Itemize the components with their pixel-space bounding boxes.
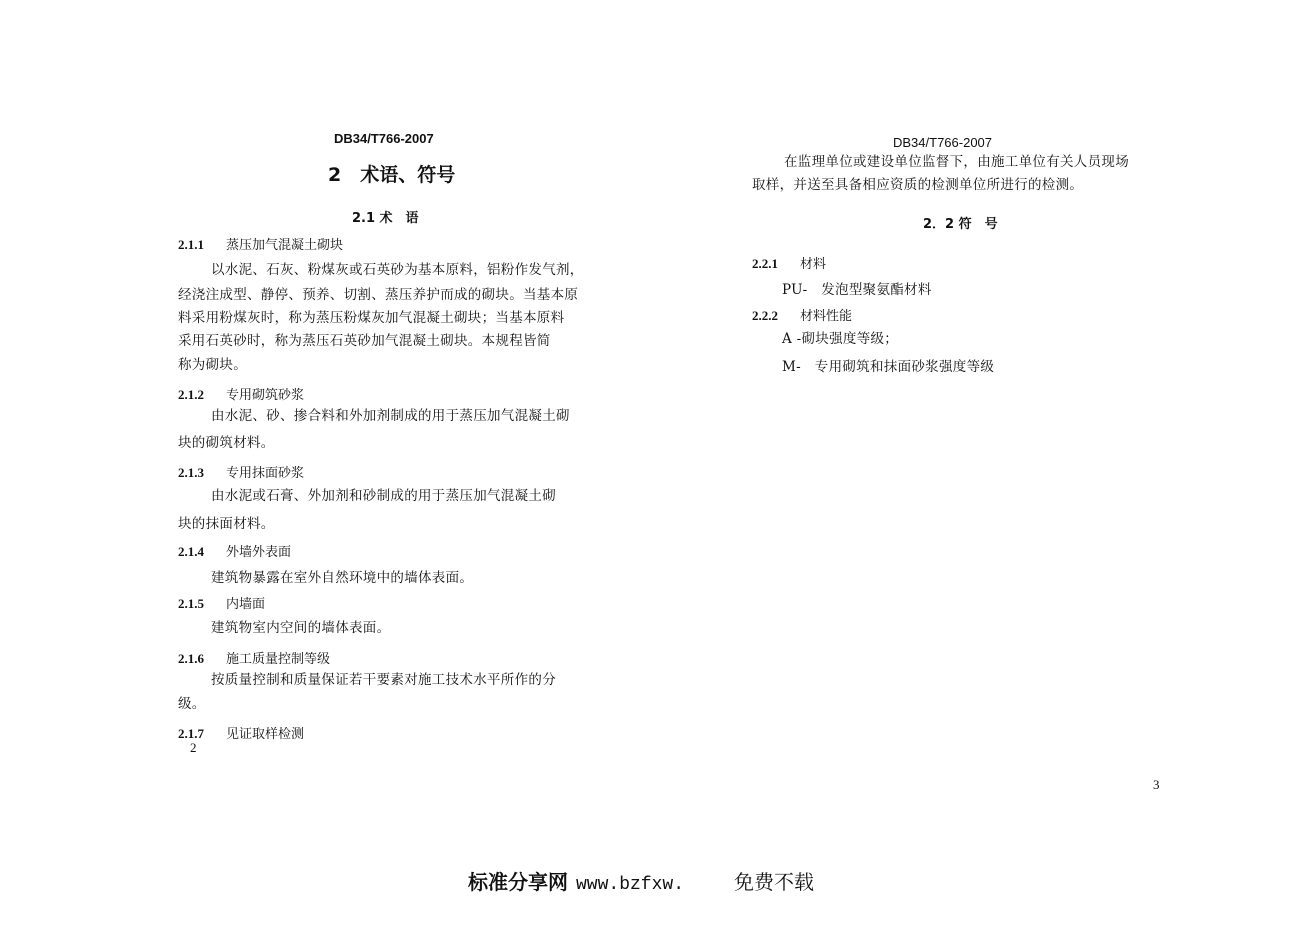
- c211-line-3: 料采用粉煤灰时，称为蒸压粉煤灰加气混凝土砌块；当基本原料: [178, 310, 565, 326]
- section-title-symbols: 2．2 符 号: [923, 217, 998, 232]
- clause-number: 2.1.3: [178, 465, 204, 480]
- clause-number: 2.2.2: [752, 308, 778, 323]
- symbol-m: M- 专用砌筑和抹面砂浆强度等级: [782, 359, 995, 375]
- footer-free-text: 免费不载: [734, 870, 815, 894]
- clause-title: 施工质量控制等级: [226, 652, 331, 667]
- clause-number: 2.1.6: [178, 651, 204, 666]
- clause-title: 专用砌筑砂浆: [226, 388, 305, 403]
- clause-number: 2.1.4: [178, 544, 204, 559]
- left-standard-number: DB34/T766-2007: [334, 131, 434, 146]
- c215-line-1: 建筑物室内空间的墙体表面。: [211, 620, 391, 636]
- clause-2-1-6: [178, 648, 330, 667]
- clause-number: 2.1.1: [178, 237, 204, 252]
- c211-line-1: 以水泥、石灰、粉煤灰或石英砂为基本原料，铝粉作发气剂，: [211, 262, 584, 278]
- clause-2-1-2: [178, 384, 304, 403]
- clause-title: 材料: [800, 257, 827, 272]
- c212-line-2: 块的砌筑材料。: [178, 435, 275, 451]
- clause-2-1-5: [178, 593, 265, 612]
- c214-line-1: 建筑物暴露在室外自然环境中的墙体表面。: [211, 570, 474, 586]
- footer-brand: 标准分享网: [468, 870, 568, 894]
- section-title-terms: 2.1 术 语: [352, 211, 419, 226]
- symbol-pu: PU- 发泡型聚氨酯材料: [782, 282, 932, 298]
- clause-title: 蒸压加气混凝土砌块: [226, 238, 344, 253]
- right-standard-number: DB34/T766-2007: [893, 135, 993, 150]
- footer-watermark: [468, 866, 814, 895]
- clause-title: 专用抹面砂浆: [226, 466, 305, 481]
- clause-title: 材料性能: [800, 309, 853, 324]
- right-cont-line-2: 取样，并送至具备相应资质的检测单位所进行的检测。: [752, 177, 1084, 193]
- c213-line-1: 由水泥或石膏、外加剂和砂制成的用于蒸压加气混凝土砌: [211, 488, 556, 504]
- c211-line-2: 经浇注成型、静停、预养、切割、蒸压养护而成的砌块。当基本原: [178, 287, 579, 303]
- clause-title: 内墙面: [226, 597, 266, 612]
- footer-url[interactable]: www.bzfxw.: [576, 875, 685, 895]
- c216-line-2: 级。: [178, 696, 206, 712]
- clause-2-2-2: [752, 305, 852, 324]
- c212-line-1: 由水泥、砂、掺合料和外加剂制成的用于蒸压加气混凝土砌: [211, 408, 570, 424]
- clause-2-1-1: [178, 234, 343, 253]
- clause-number: 2.1.2: [178, 387, 204, 402]
- clause-number: 2.2.1: [752, 256, 778, 271]
- clause-number: 2.1.5: [178, 596, 204, 611]
- clause-number: 2.1.7: [178, 726, 204, 741]
- clause-2-1-4: [178, 541, 291, 560]
- c211-line-4: 采用石英砂时，称为蒸压石英砂加气混凝土砌块。本规程皆简: [178, 333, 551, 349]
- clause-2-1-3: [178, 462, 304, 481]
- clause-2-2-1: [752, 253, 826, 272]
- left-page-number: 2: [190, 740, 197, 755]
- right-page-number: 3: [1153, 777, 1160, 792]
- symbol-a: A -砌块强度等级；: [782, 331, 899, 347]
- c211-line-5: 称为砌块。: [178, 357, 247, 373]
- right-cont-line-1: 在监理单位或建设单位监督下，由施工单位有关人员现场: [784, 154, 1129, 170]
- chapter-title: 2 术语、符号: [328, 164, 456, 186]
- c216-line-1: 按质量控制和质量保证若干要素对施工技术水平所作的分: [211, 672, 556, 688]
- clause-title: 外墙外表面: [226, 545, 292, 560]
- clause-2-1-7: [178, 723, 304, 742]
- clause-title: 见证取样检测: [226, 727, 305, 742]
- c213-line-2: 块的抹面材料。: [178, 516, 275, 532]
